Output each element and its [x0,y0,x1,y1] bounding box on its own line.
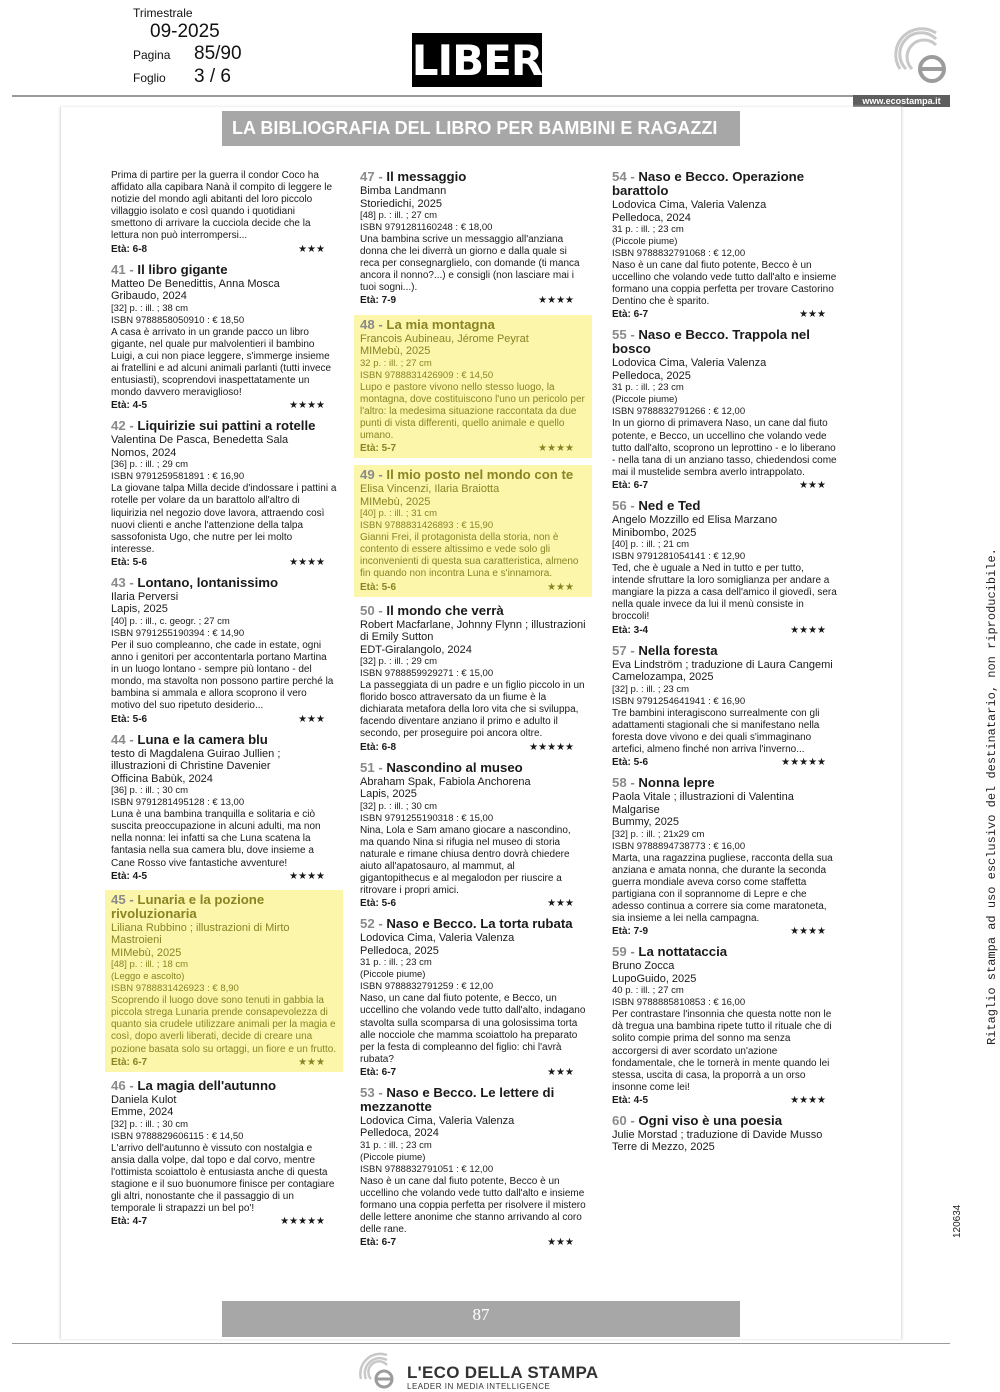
entry-title [111,419,337,433]
age-range: Età: 7-9 [612,926,649,938]
age-range: Età: 5-6 [111,556,148,568]
entry-number: 48 - [360,316,383,332]
entry-pages: [40] p. : ill., c. geogr. ; 27 cm [111,615,230,627]
entry-pages: [36] p. : ill. ; 30 cm [111,785,189,797]
entry-series: (Piccole piume) [612,236,678,247]
entry-series: (Piccole piume) [612,394,678,406]
star-rating: ★★★ [547,898,574,910]
entry-desc: Prima di partire per la guerra il condor Coco ha affidato alla capibara Nanà il compito di leggere le notizie del mondo agli abitanti del loro piccolo villaggio isolato e così quando i quotidiani smettono di arrivare la cucciola decide che la lettura non può interrompersi... [111,170,333,242]
column-1 [111,170,337,1235]
entry-isbn: ISBN 9788859929271 : € 15,00 [360,668,494,680]
entry-46 [111,1079,337,1229]
age-range: Età: 4-5 [111,400,148,412]
book-title: Lontano, lontanissimo [137,574,279,590]
entry-isbn: ISBN 9791255190318 : € 15,00 [360,812,494,824]
entry-publisher: Gribaudo, 2024 [111,290,187,303]
entry-publisher: Officina Babùk, 2024 [111,772,213,785]
entry-number: 54 - [612,169,635,184]
entry-desc: Per contrastare l'insonnia che questa notte non le dà tregua una bambina ripete tutto il rituale che di solito compie prima del sonno ma senza accorgersi di aver scordato un'azione fondamentale, che le tornerà in mente quando lei stessa, uscita di casa, la proporrà a un orso insonne come lei! [612,1009,832,1093]
entry-57 [612,644,838,769]
entry-desc: Una bambina scrive un messaggio all'anziana donna che lei diverrà un giorno e dalla quale si reca per consegnarglielo, con domande (ti manca ancora il nonno?...) e consigli (non lasciare mai i tuoi sogni...). [360,234,580,294]
entry-authors: Julie Morstad ; traduzione di Davide Musso [612,1128,823,1141]
entry-authors: Paola Vitale ; illustrazioni di Valentina Malgarise [612,791,794,816]
star-rating: ★★★ [547,1066,574,1078]
entry-authors: testo di Magdalena Guirao Jullien ; illustrazioni di Christine Davenier [111,747,281,773]
entry-isbn: ISBN 9791255190394 : € 14,90 [111,627,245,639]
entry-isbn: ISBN 9788832791259 : € 12,00 [360,981,494,993]
age-range: Età: 5-6 [111,713,148,725]
entry-43 [111,576,337,726]
entry-desc: Nina, Lola e Sam amano giocare a nascondino, ma quando Nina si rifugia nel museo di storia naturale e rimane chiusa dentro dovrà chiedere aiuto all'apatosauro, al mammut, al gigantopithecus e al megalodon per riuscire a ritrovare i propri amici. [360,824,571,897]
entry-title [360,761,586,775]
entry-authors: Elisa Vincenzi, Ilaria Braiotta [360,483,500,496]
star-rating: ★★★★★ [280,1216,325,1228]
age-range: Età: 5-6 [360,898,397,910]
entry-isbn: ISBN 9788858050910 : € 18,50 [111,314,245,326]
entry-pages: 32 p. : ill. ; 27 cm [360,357,432,369]
entry-rating [111,1216,337,1228]
star-rating: ★★★ [799,479,826,491]
periodicity: Trimestrale [133,6,193,20]
star-rating: ★★★★ [538,443,574,455]
entry-pages: 31 p. : ill. ; 23 cm [612,224,684,235]
entry-rating [111,871,337,883]
entry-number: 41 - [111,261,134,277]
entry-pages: 40 p. : ill. ; 27 cm [612,985,684,997]
entry-title [360,318,586,332]
entry-isbn: ISBN 9788832791266 : € 12,00 [612,406,746,418]
entry-pages: [32] p. : ill. ; 23 cm [612,683,690,695]
entry-rating [111,400,337,412]
entry-pages: [40] p. : ill. ; 21 cm [612,539,690,551]
star-rating: ★★★★ [289,400,325,412]
footer-brand: L'ECO DELLA STAMPA [407,1363,599,1382]
star-rating: ★★★ [298,243,325,255]
page-number: 87 [472,1305,490,1324]
entry-authors: Francois Aubineau, Jérome Peyrat [360,332,529,345]
age-range: Età: 6-7 [360,1237,397,1249]
age-range: Età: 7-9 [360,295,397,307]
entry-pages: [48] p. : ill. ; 27 cm [360,210,438,221]
star-rating: ★★★ [298,713,325,725]
age-range: Età: 4-5 [111,870,148,882]
entry-publisher: Storiedichi, 2025 [360,197,442,210]
entry-number: 56 - [612,498,635,514]
entry-series: (Piccole piume) [360,969,426,981]
entry-54 [612,170,838,321]
entry-number: 50 - [360,602,383,618]
star-rating: ★★★ [799,309,826,321]
entry-isbn: ISBN 9788831426893 : € 15,90 [360,520,494,532]
entry-publisher: Pelledoca, 2024 [360,1127,439,1140]
entry-rating [111,557,337,569]
book-title: La mia montagna [386,316,495,332]
entry-rating [612,625,838,637]
age-range: Età: 6-8 [360,741,397,753]
entry-publisher: Pelledoca, 2025 [360,944,439,957]
entry-52 [360,917,586,1079]
entry-number: 60 - [612,1112,635,1128]
entry-number: 59 - [612,944,635,960]
entry-isbn: ISBN 9791254641941 : € 16,90 [612,695,746,707]
entry-49-highlighted [354,465,592,596]
entry-publisher: Lapis, 2025 [360,788,417,801]
entry-desc: Tre bambini interagiscono surrealmente con gli adattamenti stagionali che si manifestano nella foresta dove vivono e dei quali s'immaginano artefici, almeno finché non arriva l'inverno... [612,707,820,755]
liber-logo: LIBER [412,33,542,87]
entry-isbn: ISBN 9788832791068 : € 12,00 [612,248,746,259]
entry-title [111,733,337,747]
entry-pages: [32] p. : ill. ; 30 cm [111,1118,189,1130]
entry-desc: Ted, che è uguale a Ned in tutto e per tutto, intende sfruttare la loro somiglianza per andare a mangiare la pizza a casa dell'amico il giovedì, sera nella quale invece da lui il menù consiste in broccoli! [612,563,837,623]
entry-publisher: LupoGuido, 2025 [612,972,697,985]
entry-60 [612,1114,838,1154]
entry-title [360,468,586,482]
entry-number: 51 - [360,759,383,775]
entry-title [111,263,337,277]
entry-authors: Bimba Landmann [360,185,447,197]
book-title: Il mio posto nel mondo con te [386,467,574,483]
entry-publisher: Bummy, 2025 [612,816,680,829]
book-title: La nottataccia [638,944,728,960]
book-title: Naso e Becco. Trappola nel bosco [612,327,810,357]
page-value: 85/90 [194,43,242,64]
entry-desc: Scoprendo il luogo dove sono tenuti in gabbia la piccola strega Lunaria prende consapevolezza di quanto sia crudele utilizzare animali per la magia e così, dopo averli liberati, decide di creare una pozione basata solo su ortaggi, un fiore e un frutto. [111,995,337,1055]
header-rule [12,95,950,97]
entry-53 [360,1086,586,1250]
sheet-label: Foglio [133,71,166,85]
entry-isbn: ISBN 9788831426909 : € 14,50 [360,369,494,381]
entry-desc: Luna è una bambina tranquilla e solitaria e ciò suscita preoccupazione in alcuni adulti, ma non nella nonna: lei infatti sa che Luna scatena la fantasia nella sua camera blu, dove insieme a Cane Rosso vive fantastiche avventure! [111,809,321,869]
entry-authors: Valentina De Pasca, Benedetta Sala [111,434,289,447]
entry-51 [360,761,586,911]
clipping-code [952,1190,964,1238]
entry-series: (Piccole piume) [360,1151,426,1163]
entry-44 [111,733,337,883]
entry-publisher: Camelozampa, 2025 [612,671,714,684]
entry-58 [612,776,838,938]
age-range: Età: 5-7 [360,443,397,455]
age-range: Età: 4-5 [612,1094,649,1106]
book-title: Luna e la camera blu [137,731,268,747]
entry-59 [612,945,838,1107]
entry-rating [612,757,838,769]
eco-stampa-footer-icon [357,1349,399,1389]
entry-isbn: ISBN 9788832791051 : € 12,00 [360,1163,494,1175]
entry-number: 49 - [360,467,383,483]
entry-rating [612,480,838,492]
entry-number: 43 - [111,574,134,590]
entry-publisher: MIMebù, 2025 [360,345,431,358]
entry-title [360,917,586,931]
entry-pages: 31 p. : ill. ; 23 cm [360,957,432,969]
page-number-band [222,1301,740,1337]
entry-desc: A casa è arrivato in un grande pacco un libro gigante, nel quale pur malvolentieri il bambino Luigi, a cui non piace leggere, s'immerge insieme ai fratellini e ad alcuni animali parlanti (tutti invece entusiasti), scoprendovi inaspettatamente un mondo davvero meraviglioso! [111,326,332,399]
entry-rating [612,309,838,321]
book-title: Liquirizie sui pattini a rotelle [137,418,316,434]
age-range: Età: 5-6 [612,756,649,768]
age-range: Età: 6-8 [111,243,148,255]
age-range: Età: 6-7 [360,1066,397,1078]
entry-isbn: ISBN 9791281160248 : € 18,00 [360,222,493,233]
entry-45-highlighted [105,890,343,1072]
entry-desc: Naso è un cane dal fiuto potente, Becco è un uccellino che volando vede tutto dall'alto e insieme formano una coppia perfetta per risolvere il mistero delle lettere anonime che stanno arrivando al coro delle rane. [360,1175,586,1236]
footer-tagline: LEADER IN MEDIA INTELLIGENCE [407,1382,551,1391]
age-range: Età: 5-6 [360,581,397,593]
entry-desc: Gianni Frei, il protagonista della storia, non è contento di essere altissimo e vede solo gli inconvenienti di questa sua caratteristica, almeno fin quando non incontra Luna e s'innamora. [360,532,579,580]
entry-pages: [36] p. : ill. ; 29 cm [111,459,189,471]
entry-number: 53 - [360,1084,383,1100]
entry-publisher: MIMebù, 2025 [111,946,182,959]
section-banner: LA BIBLIOGRAFIA DEL LIBRO PER BAMBINI E RAGAZZI [222,111,740,146]
copyright-side-note [985,415,999,1045]
age-range: Età: 6-7 [111,1056,148,1068]
issue-date: 09-2025 [150,21,220,42]
age-range: Età: 3-4 [612,624,649,636]
entry-desc: La giovane talpa Milla decide d'indossare i pattini a rotelle per volare da un barattolo all'altro di liquirizia nel negozio dove lavora, attraendo così nuovi clienti e anche l'attenzione della talpa sassofonista Ugo, che nutre per lei molto interesse. [111,483,337,555]
entry-pages: [40] p. : ill. ; 31 cm [360,508,438,520]
entry-authors: Lodovica Cima, Valeria Valenza [360,932,515,945]
entry-authors: Daniela Kulot [111,1093,177,1106]
entry-47 [360,170,586,308]
entry-rating [360,1067,586,1079]
star-rating: ★★★★ [790,1094,826,1106]
website-badge[interactable]: www.ecostampa.it [853,95,950,107]
entry-authors: Matteo De Benedittis, Anna Mosca [111,277,280,290]
eco-stampa-logo-icon [892,25,952,85]
entry-authors: Bruno Zocca [612,960,675,973]
entry-title [612,945,838,959]
side-note-text: Ritaglio stampa ad uso esclusivo del destinatario, non riproducibile. [985,548,999,1045]
column-2 [360,170,586,1257]
entry-title [111,576,337,590]
book-title: Il libro gigante [137,261,228,277]
entry-isbn: ISBN 9791259581891 : € 16,90 [111,471,245,483]
book-title: Il mondo che verrà [386,602,504,618]
entry-rating [360,582,586,594]
entry-authors: Eva Lindström ; traduzione di Laura Cangemi [612,658,833,671]
entry-authors: Liliana Rubbino ; illustrazioni di Mirto Mastroieni [111,921,290,947]
entry-number: 47 - [360,169,383,184]
entry-desc: Lupo e pastore vivono nello stesso luogo, la montagna, dove costituiscono l'uno un pericolo per l'altro: la medesima situazione raccontata da due punti di vista differenti, quello animale e quello umano. [360,381,585,441]
entry-authors: Lodovica Cima, Valeria Valenza [360,1114,515,1127]
age-range: Età: 6-7 [612,479,649,491]
book-title: Il messaggio [386,169,467,184]
entry-number: 58 - [612,775,635,791]
entry-number: 55 - [612,327,635,343]
star-rating: ★★★★★ [529,741,574,753]
star-rating: ★★★ [547,581,574,593]
entry-desc: Marta, una ragazzina pugliese, racconta della sua anziana e amata nonna, che durante la seconda guerra mondiale aveva corso come staffetta partigiana con il soprannome di Lepre e che adesso continua a correre sia come maratoneta, sia insieme a lei nella campagna. [612,852,833,925]
age-range: Età: 6-7 [612,309,649,321]
entry-rating [360,295,586,307]
entry-pages: 31 p. : ill. ; 23 cm [612,382,684,394]
entry-desc: Per il suo compleanno, che cade in estate, ogni anno i genitori per accontentarla portano Martina in un luogo lontano - sempre più lontano - del mondo, ma stavolta non possono partire perché la bambina si ammala e allora scoprono il vero motivo del suo ripetuto desiderio... [111,639,334,712]
book-title: Lunaria e la pozione rivoluzionaria [111,891,265,921]
star-rating: ★★★★ [289,870,325,882]
entry-authors: Angelo Mozzillo ed Elisa Marzano [612,514,778,527]
star-rating: ★★★★ [790,926,826,938]
book-title: La magia dell'autunno [137,1077,277,1093]
entry-48-highlighted [354,315,592,459]
entry-desc: Naso, un cane dal fiuto potente, e Becco, un uccellino che volando vede tutto dall'alto, indagano stavolta sulla scomparsa di una golosissima torta alle nocciole che mamma scoiattolo ha preparato per la festa di compleanno del figlio: chi l'avrà rubata? [360,993,586,1065]
book-title: Nascondino al museo [386,759,523,775]
entry-pages: [32] p. : ill. ; 21x29 cm [612,828,705,840]
entry-title [111,1079,337,1093]
star-rating: ★★★★ [289,556,325,568]
entry-number: 44 - [111,731,134,747]
entry-number: 46 - [111,1077,134,1093]
entry-title [360,1086,586,1114]
entry-title [360,170,586,184]
entry-isbn: ISBN 9788894738773 : € 16,00 [612,840,746,852]
entry-isbn: ISBN 9791281054141 : € 12,90 [612,551,746,563]
entry-authors: Ilaria Perversi [111,590,179,603]
entry-rating [612,926,838,938]
entry-desc: La passeggiata di un padre e un figlio piccolo in un florido bosco attraversato da un fiume è la dichiarata metafora della loro vita che si sviluppa, facendo diventare anziano il primo e adulto il secondo, per proseguire poi ancora oltre. [360,680,585,740]
entry-pages: [32] p. : ill. ; 38 cm [111,302,189,314]
entry-title [612,644,838,658]
entry-authors: Robert Macfarlane, Johnny Flynn ; illustrazioni di Emily Sutton [360,618,586,644]
entry-publisher: MIMebù, 2025 [360,495,431,508]
entry-rating [360,1237,586,1249]
entry-rating [360,443,586,455]
entry-number: 42 - [111,418,134,434]
entry-title [111,893,337,921]
entry-publisher: EDT-Giralangolo, 2024 [360,643,472,656]
entry-pages: [32] p. : ill. ; 29 cm [360,656,438,668]
entry-isbn: ISBN 9788831426923 : € 8,90 [111,983,239,995]
book-title: Ned e Ted [638,498,701,514]
entry-number: 45 - [111,891,134,907]
entry-publisher: Pelledoca, 2025 [612,369,691,382]
clipping-code-text: 120634 [952,1204,963,1238]
star-rating: ★★★★★ [781,756,826,768]
entry-rating [360,742,586,754]
book-title: Ogni viso è una poesia [638,1112,783,1128]
entry-40-continuation [111,170,337,256]
entry-publisher: Nomos, 2024 [111,446,177,459]
star-rating: ★★★★ [790,624,826,636]
page-label: Pagina [133,48,171,62]
entry-publisher: Lapis, 2025 [111,603,168,616]
star-rating: ★★★ [298,1056,325,1068]
entry-isbn: ISBN 9791281495128 : € 13,00 [111,797,245,809]
book-title: Nella foresta [638,642,718,658]
star-rating: ★★★★ [538,295,574,307]
book-title: Naso e Becco. La torta rubata [386,916,573,932]
age-range: Età: 4-7 [111,1216,148,1228]
entry-rating [111,244,337,256]
book-title: Naso e Becco. Operazione barattolo [612,169,805,198]
book-title: Nonna lepre [638,775,715,791]
entry-authors: Lodovica Cima, Valeria Valenza [612,357,767,370]
entry-rating [612,1095,838,1107]
entry-authors: Abraham Spak, Fabiola Anchorena [360,775,531,788]
entry-rating [360,898,586,910]
entry-title [612,170,838,198]
entry-42 [111,419,337,569]
entry-41 [111,263,337,413]
entry-title [612,776,838,790]
footer-rule [12,1343,950,1344]
entry-publisher: Pelledoca, 2024 [612,211,691,224]
entry-pages: [32] p. : ill. ; 30 cm [360,800,438,812]
entry-desc: Naso è un cane dal fiuto potente, Becco è un uccellino che volando vede tutto dall'alto e insieme formano una coppia perfetta per trovare Castorino Dentino che è sparito. [612,260,837,308]
entry-authors: Lodovica Cima, Valeria Valenza [612,199,767,211]
sheet-value: 3 / 6 [194,66,231,87]
entry-publisher: Emme, 2024 [111,1106,174,1119]
entry-publisher: Terre di Mezzo, 2025 [612,1141,715,1154]
entry-desc: L'arrivo dell'autunno è vissuto con nostalgia e ansia dalla volpe, dal topo e dal corvo, mentre l'ottimista scoiattolo è entusiasta anche di questa stagione e il suo buonumore finisce per contagiare gli altri, nonostante che il passaggio di un temporale li strapazzi un bel po'! [111,1142,335,1215]
entry-publisher: Minibombo, 2025 [612,526,697,539]
entry-title [612,1114,838,1128]
entry-number: 57 - [612,642,635,658]
entry-title [612,499,838,513]
book-title: Naso e Becco. Le lettere di mezzanotte [360,1084,555,1114]
entry-pages: [48] p. : ill. ; 18 cm [111,959,189,971]
column-3 [612,170,838,1161]
entry-50 [360,604,586,754]
entry-desc: In un giorno di primavera Naso, un cane dal fiuto potente, e Becco, un uccellino che volando vede tutto dall'alto, scoprono un leprottino - e lo liberano - nella tana di un anziano tasso, chiedendosi come mai il mustelide sembra averlo intrappolato. [612,418,837,478]
entry-rating [111,714,337,726]
entry-series: (Leggo e ascolto) [111,971,185,983]
entry-pages: 31 p. : ill. ; 23 cm [360,1139,432,1151]
star-rating: ★★★ [547,1237,574,1249]
entry-56 [612,499,838,637]
entry-rating [111,1057,337,1069]
entry-isbn: ISBN 9788885810853 : € 16,00 [612,997,746,1009]
entry-number: 52 - [360,916,383,932]
entry-title [360,604,586,618]
entry-isbn: ISBN 9788829606115 : € 14,50 [111,1130,244,1142]
entry-title [612,328,838,356]
entry-55 [612,328,838,492]
